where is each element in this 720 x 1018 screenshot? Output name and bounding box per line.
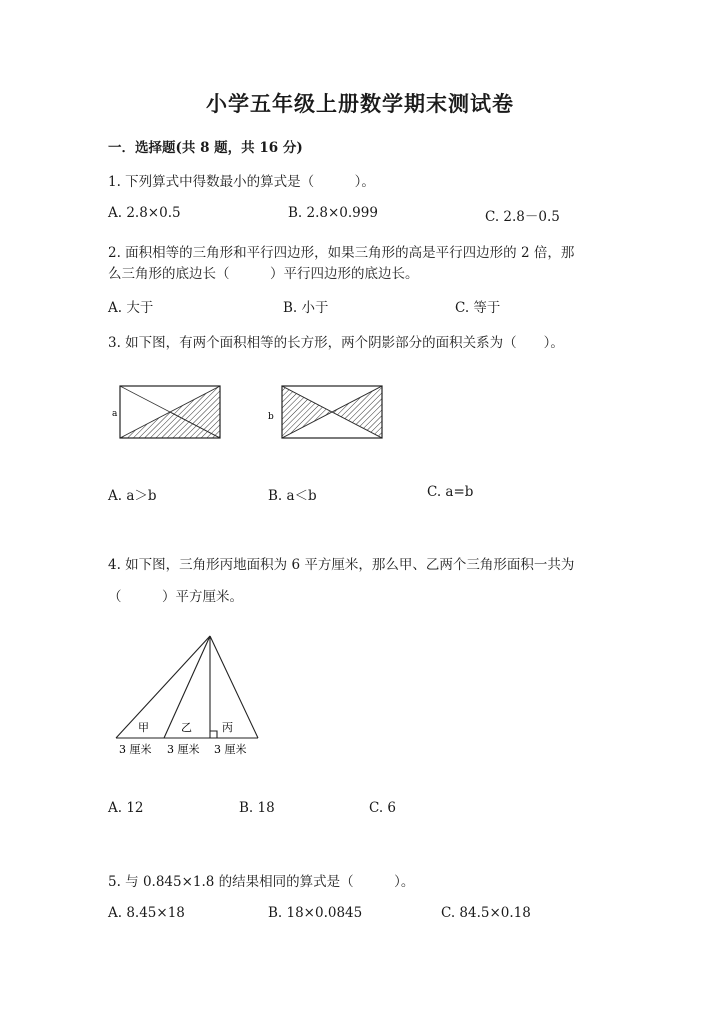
question-2-option-a[interactable]: A. 大于 <box>108 300 154 316</box>
question-2-text-line-1: 2. 面积相等的三角形和平行四边形，如果三角形的高是平行四边形的 2 倍，那 <box>108 245 575 261</box>
base-length-label-2: 3 厘米 <box>167 743 200 756</box>
page-title: 小学五年级上册数学期末测试卷 <box>206 91 514 116</box>
question-2-text-line-2: 么三角形的底边长（ ）平行四边形的底边长。 <box>108 266 419 282</box>
triangle-label-bing: 丙 <box>222 721 233 734</box>
question-3-text: 3. 如下图，有两个面积相等的长方形，两个阴影部分的面积关系为（ ）。 <box>108 335 564 351</box>
triangle-label-jia: 甲 <box>138 721 149 734</box>
question-4-option-b[interactable]: B. 18 <box>239 800 275 816</box>
question-1-option-b[interactable]: B. 2.8×0.999 <box>288 205 378 221</box>
question-3-option-c[interactable]: C. a=b <box>427 484 474 500</box>
figure-label-b: b <box>268 412 274 422</box>
question-3-option-a[interactable]: A. a＞b <box>108 488 157 504</box>
question-1-option-a[interactable]: A. 2.8×0.5 <box>108 205 181 221</box>
question-2-option-c[interactable]: C. 等于 <box>455 300 501 316</box>
rectangle-b <box>282 386 382 438</box>
question-5-option-c[interactable]: C. 84.5×0.18 <box>441 905 531 921</box>
figure-label-a: a <box>112 409 118 419</box>
question-3-option-b[interactable]: B. a＜b <box>268 488 317 504</box>
question-5-option-b[interactable]: B. 18×0.0845 <box>268 905 363 921</box>
question-4-text-line-2: （ ）平方厘米。 <box>108 589 243 605</box>
rectangle-a <box>120 386 220 438</box>
question-2-option-b[interactable]: B. 小于 <box>283 300 329 316</box>
question-4-text-line-1: 4. 如下图，三角形丙地面积为 6 平方厘米，那么甲、乙两个三角形面积一共为 <box>108 557 575 573</box>
question-5-option-a[interactable]: A. 8.45×18 <box>108 905 185 921</box>
question-4-figure <box>110 632 270 762</box>
triangle-label-yi: 乙 <box>181 721 192 734</box>
question-1-text: 1. 下列算式中得数最小的算式是（ ）。 <box>108 174 375 190</box>
question-4-option-a[interactable]: A. 12 <box>108 800 144 816</box>
section-heading: 一．选择题(共 8 题，共 16 分) <box>108 140 303 156</box>
question-4-option-c[interactable]: C. 6 <box>369 800 397 816</box>
question-1-option-c[interactable]: C. 2.8－0.5 <box>485 209 560 225</box>
question-5-text: 5. 与 0.845×1.8 的结果相同的算式是（ ）。 <box>108 874 415 890</box>
base-length-label-3: 3 厘米 <box>214 743 247 756</box>
base-length-label-1: 3 厘米 <box>119 743 152 756</box>
question-3-figure <box>108 378 398 448</box>
